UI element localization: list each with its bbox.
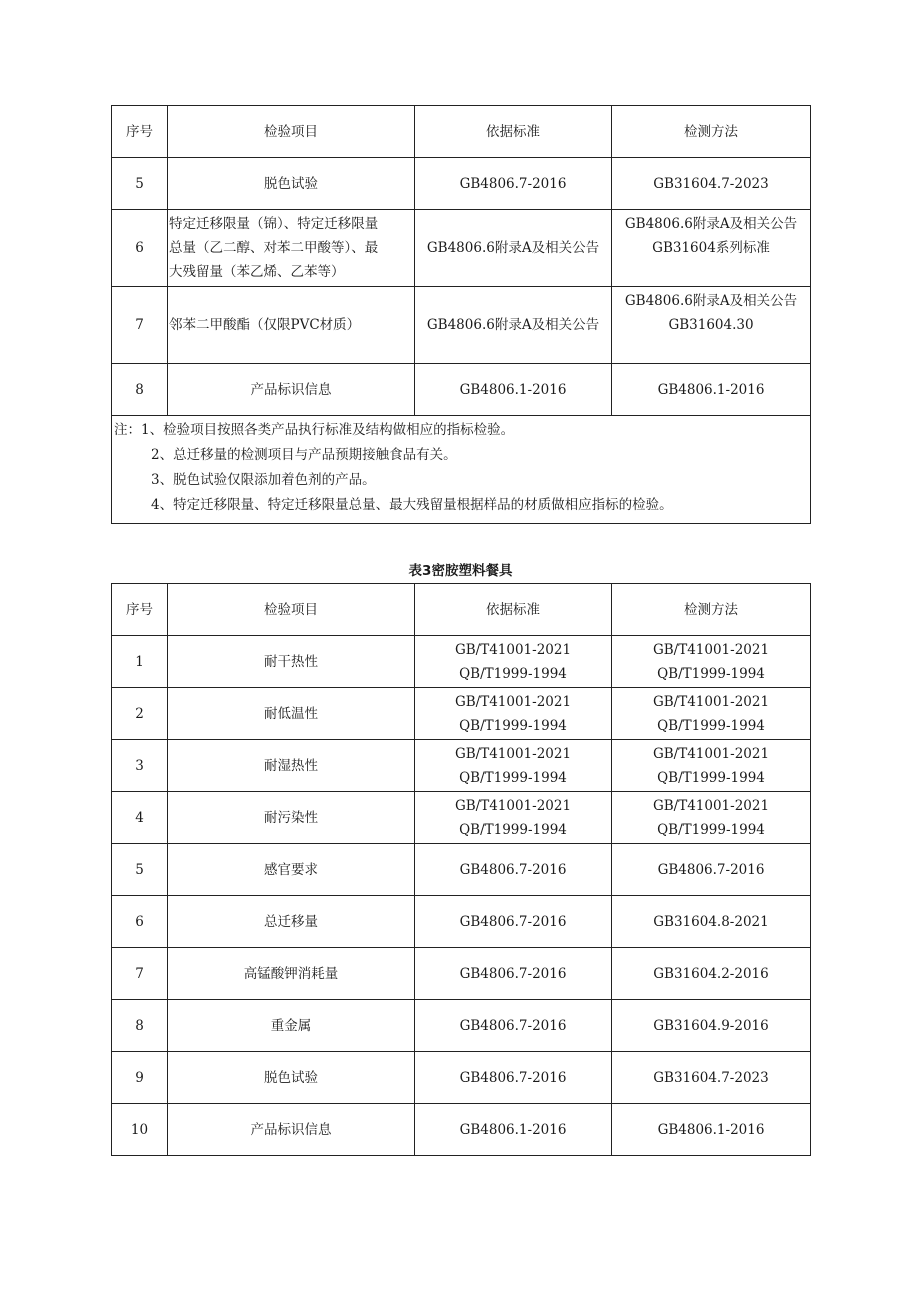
row-method: GB31604.9-2016 bbox=[612, 1000, 811, 1052]
row-standard: GB4806.7-2016 bbox=[415, 1000, 612, 1052]
header-row bbox=[112, 584, 811, 636]
inspection-table-continued bbox=[111, 105, 811, 524]
row-method: GB31604.8-2021 bbox=[612, 896, 811, 948]
note-3: 3、脱色试验仅限添加着色剂的产品。 bbox=[151, 472, 376, 488]
row-item: 耐污染性 bbox=[168, 792, 415, 844]
table-row bbox=[112, 210, 811, 287]
row-method: GB/T41001-2021 QB/T1999-1994 bbox=[612, 688, 811, 740]
table-row bbox=[112, 792, 811, 844]
table-row bbox=[112, 896, 811, 948]
row-standard: GB4806.6附录A及相关公告 bbox=[415, 287, 612, 364]
row-item: 耐低温性 bbox=[168, 688, 415, 740]
row-method: GB4806.1-2016 bbox=[612, 364, 811, 416]
row-method: GB4806.1-2016 bbox=[612, 1104, 811, 1156]
table-row bbox=[112, 364, 811, 416]
row-item: 特定迁移限量（锦）、特定迁移限量 总量（乙二醇、对苯二甲酸等）、最 大残留量（苯乙烯、乙苯等） bbox=[168, 210, 415, 287]
row-no: 8 bbox=[112, 1000, 168, 1052]
row-method: GB/T41001-2021 QB/T1999-1994 bbox=[612, 792, 811, 844]
row-item: 邻苯二甲酸酯（仅限PVC材质） bbox=[168, 287, 415, 364]
header-item: 检验项目 bbox=[168, 106, 415, 158]
row-standard: GB/T41001-2021 QB/T1999-1994 bbox=[415, 688, 612, 740]
row-no: 6 bbox=[112, 896, 168, 948]
row-item: 感官要求 bbox=[168, 844, 415, 896]
row-item: 高锰酸钾消耗量 bbox=[168, 948, 415, 1000]
row-method: GB4806.6附录A及相关公告 GB31604.30 bbox=[612, 287, 811, 364]
header-standard: 依据标准 bbox=[415, 584, 612, 636]
row-no: 4 bbox=[112, 792, 168, 844]
row-standard: GB4806.1-2016 bbox=[415, 364, 612, 416]
row-no: 9 bbox=[112, 1052, 168, 1104]
row-no: 5 bbox=[112, 844, 168, 896]
row-method: GB31604.7-2023 bbox=[612, 1052, 811, 1104]
melamine-tableware-table bbox=[111, 583, 811, 1156]
row-standard: GB4806.7-2016 bbox=[415, 1052, 612, 1104]
row-no: 7 bbox=[112, 948, 168, 1000]
row-standard: GB/T41001-2021 QB/T1999-1994 bbox=[415, 792, 612, 844]
row-method: GB31604.7-2023 bbox=[612, 158, 811, 210]
table-row bbox=[112, 158, 811, 210]
row-method: GB/T41001-2021 QB/T1999-1994 bbox=[612, 636, 811, 688]
table-row bbox=[112, 287, 811, 364]
row-standard: GB4806.7-2016 bbox=[415, 158, 612, 210]
row-no: 2 bbox=[112, 688, 168, 740]
row-item: 产品标识信息 bbox=[168, 1104, 415, 1156]
table-row bbox=[112, 1104, 811, 1156]
table-caption: 表3密胺塑料餐具 bbox=[408, 563, 513, 579]
row-standard: GB4806.1-2016 bbox=[415, 1104, 612, 1156]
header-standard: 依据标准 bbox=[415, 106, 612, 158]
note-1: 注：1、检验项目按照各类产品执行标准及结构做相应的指标检验。 bbox=[114, 422, 515, 438]
row-standard: GB4806.7-2016 bbox=[415, 948, 612, 1000]
header-item: 检验项目 bbox=[168, 584, 415, 636]
header-method: 检测方法 bbox=[612, 584, 811, 636]
row-method: GB/T41001-2021 QB/T1999-1994 bbox=[612, 740, 811, 792]
header-method: 检测方法 bbox=[612, 106, 811, 158]
table-row bbox=[112, 740, 811, 792]
row-item: 脱色试验 bbox=[168, 158, 415, 210]
row-no: 7 bbox=[112, 287, 168, 364]
row-item: 耐干热性 bbox=[168, 636, 415, 688]
notes-cell bbox=[112, 416, 811, 524]
row-no: 6 bbox=[112, 210, 168, 287]
row-standard: GB4806.6附录A及相关公告 bbox=[415, 210, 612, 287]
table-row bbox=[112, 1000, 811, 1052]
row-method: GB4806.6附录A及相关公告 GB31604系列标准 bbox=[612, 210, 811, 287]
row-no: 1 bbox=[112, 636, 168, 688]
row-standard: GB/T41001-2021 QB/T1999-1994 bbox=[415, 636, 612, 688]
notes-row bbox=[112, 416, 811, 524]
row-item: 重金属 bbox=[168, 1000, 415, 1052]
row-item: 产品标识信息 bbox=[168, 364, 415, 416]
row-standard: GB4806.7-2016 bbox=[415, 844, 612, 896]
header-row bbox=[112, 106, 811, 158]
header-no: 序号 bbox=[112, 106, 168, 158]
row-item: 脱色试验 bbox=[168, 1052, 415, 1104]
table-row bbox=[112, 688, 811, 740]
header-no: 序号 bbox=[112, 584, 168, 636]
note-2: 2、总迁移量的检测项目与产品预期接触食品有关。 bbox=[151, 447, 457, 463]
row-item: 总迁移量 bbox=[168, 896, 415, 948]
row-item: 耐湿热性 bbox=[168, 740, 415, 792]
row-no: 5 bbox=[112, 158, 168, 210]
table-row bbox=[112, 948, 811, 1000]
table-row bbox=[112, 844, 811, 896]
table-row bbox=[112, 1052, 811, 1104]
row-method: GB4806.7-2016 bbox=[612, 844, 811, 896]
row-standard: GB/T41001-2021 QB/T1999-1994 bbox=[415, 740, 612, 792]
table-row bbox=[112, 636, 811, 688]
row-no: 10 bbox=[112, 1104, 168, 1156]
row-method: GB31604.2-2016 bbox=[612, 948, 811, 1000]
row-standard: GB4806.7-2016 bbox=[415, 896, 612, 948]
row-no: 3 bbox=[112, 740, 168, 792]
note-4: 4、特定迁移限量、特定迁移限量总量、最大残留量根据样品的材质做相应指标的检验。 bbox=[151, 497, 673, 513]
row-no: 8 bbox=[112, 364, 168, 416]
